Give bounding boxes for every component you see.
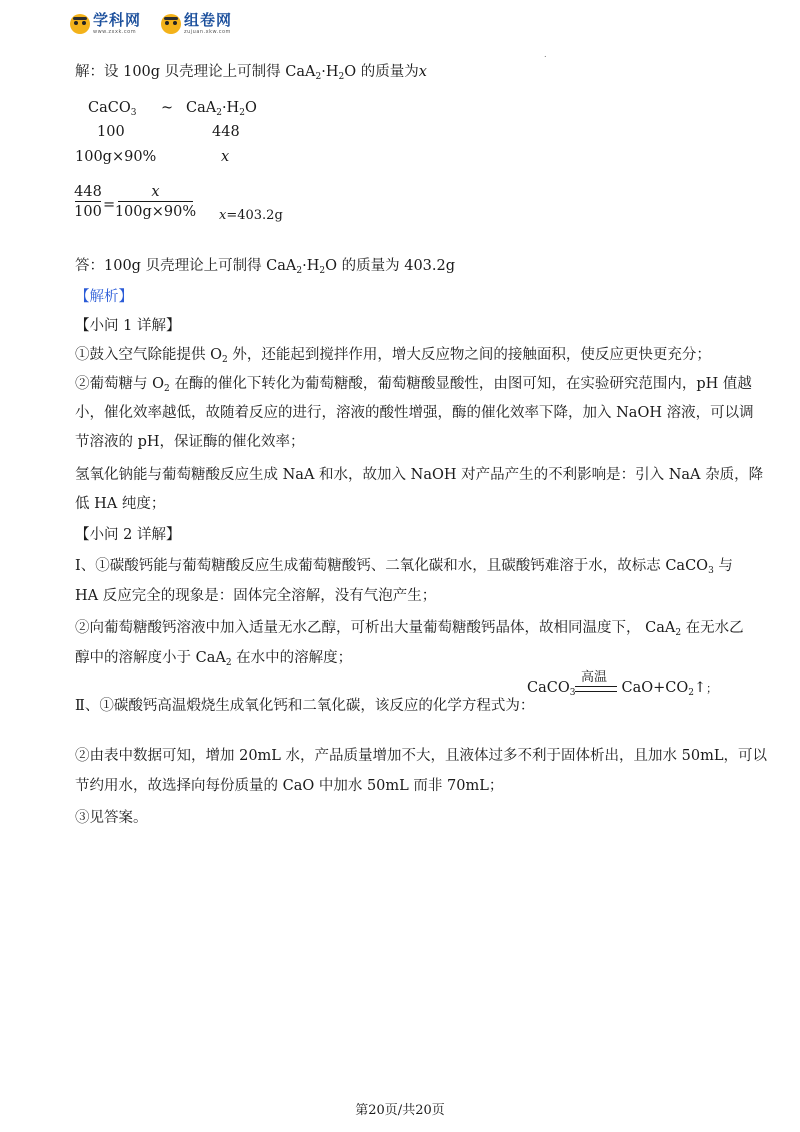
q1-line1: ①鼓入空气除能提供 $O_2$ 外，还能起到搅拌作用，增大反应物之间的接触面积，使反应更快更充分； <box>75 347 711 365</box>
equals-sign: = <box>103 197 116 213</box>
stray-dot: . <box>544 50 547 59</box>
q2-title: 【小问 2 详解】 <box>75 527 181 543</box>
q2-line8: ③见答案。 <box>75 810 148 826</box>
zxxk-logo <box>70 13 141 35</box>
ratio-row3-c3: x <box>221 149 230 165</box>
ratio-row1-c1: CaCO$_3$ <box>88 100 137 118</box>
logo-url: zujuan.xkw.com <box>184 29 231 35</box>
mascot-icon <box>161 14 181 34</box>
chemical-equation: CaCO$_3$ $CaO+CO_2↑$； 高温 <box>527 680 717 698</box>
q2-line7: 节约用水，故选择向每份质量的 CaO 中加水 50mL 而非 70mL； <box>75 778 504 794</box>
ratio-row2-c3: 448 <box>212 124 240 140</box>
solution-intro: 解：设 100g 贝壳理论上可制得 $CaA_2\cdot H_2O$ 的质量为x <box>75 64 427 82</box>
fraction-right: x 100g×90% <box>114 184 197 220</box>
ratio-row3-c1: 100g×90% <box>75 149 157 165</box>
q2-line2: HA 反应完全的现象是：固体完全溶解，没有气泡产生； <box>75 588 437 604</box>
q2-line5: Ⅱ、①碳酸钙高温煅烧生成氧化钙和二氧化碳，该反应的化学方程式为： <box>75 698 535 714</box>
q1-line3: 小，催化效率越低，故随着反应的进行，溶液的酸性增强，酶的催化效率下降，加入 NaOH 溶液，可以调 <box>75 405 754 421</box>
q1-line4: 节溶液的 pH，保证酶的催化效率； <box>75 434 305 450</box>
zujuan-logo <box>161 13 232 35</box>
page-number: 第20页/共20页 <box>355 1103 445 1118</box>
q1-line2: ②葡萄糖与 $O_2$ 在酶的催化下转化为葡萄糖酸，葡萄糖酸显酸性，由图可知，在实验研究范围内，pH 值越 <box>75 376 752 394</box>
mascot-icon <box>70 14 90 34</box>
q1-title: 【小问 1 详解】 <box>75 318 181 334</box>
q2-line1: I、①碳酸钙能与葡萄糖酸反应生成葡萄糖酸钙、二氧化碳和水，且碳酸钙难溶于水，故标志 CaCO$_3$ 与 <box>75 558 733 576</box>
fraction-left: 448 100 <box>74 184 102 220</box>
solution-answer: 答：100g 贝壳理论上可制得 $CaA_2\cdot H_2O$ 的质量为 403.2g <box>75 258 456 276</box>
reaction-condition: 高温 <box>581 670 608 685</box>
q2-line3: ②向葡萄糖酸钙溶液中加入适量无水乙醇，可析出大量葡萄糖酸钙晶体，故相同温度下， CaA$_2$ 在无水乙 <box>75 620 744 638</box>
solution-result: x=403.2g <box>219 208 283 223</box>
ratio-row1-c2: ~ <box>161 100 174 116</box>
logo-name: 组卷网 <box>184 11 233 29</box>
q1-line5: 氢氧化钠能与葡萄糖酸反应生成 NaA 和水，故加入 NaOH 对产品产生的不利影响是：引入 NaA 杂质，降 <box>75 467 764 483</box>
q1-line6: 低 HA 纯度； <box>75 496 166 512</box>
ratio-row2-c1: 100 <box>97 124 125 140</box>
equation-double-line <box>575 686 617 692</box>
q2-line4: 醇中的溶解度小于 CaA$_2$ 在水中的溶解度； <box>75 650 353 668</box>
logo-url: www.zxxk.com <box>93 29 137 35</box>
ratio-row1-c3: $CaA_2\cdot H_2O$ <box>186 100 257 118</box>
q2-line6: ②由表中数据可知，增加 20mL 水，产品质量增加不大，且液体过多不利于固体析出，且加水 50mL，可以 <box>75 748 767 764</box>
analysis-title: 【解析】 <box>75 289 133 305</box>
logo-name: 学科网 <box>93 11 142 29</box>
